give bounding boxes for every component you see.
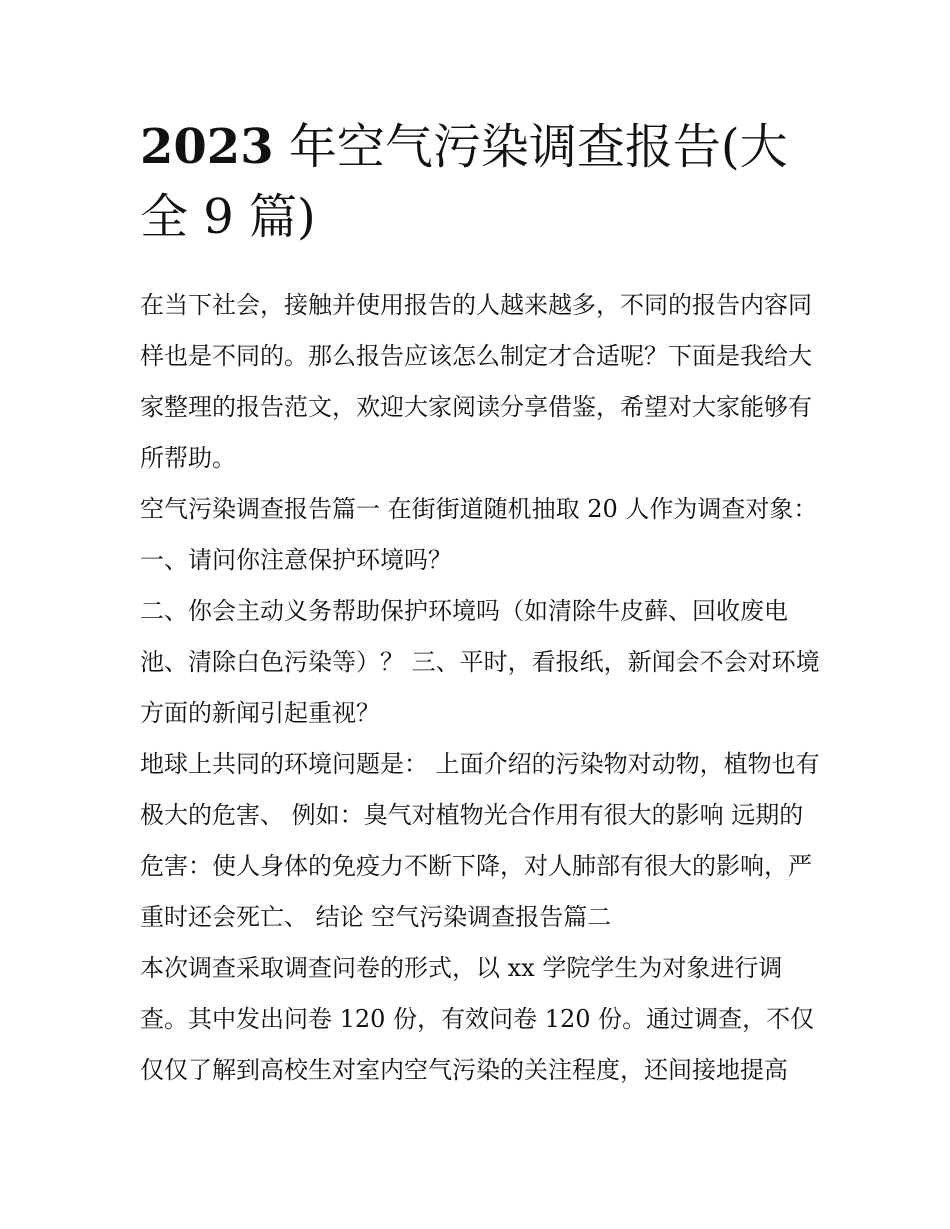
- conclusion-paragraph: 地球上共同的环境问题是： 上面介绍的污染物对动物，植物也有极大的危害、 例如：臭气对植物光合作用有很大的影响 远期的危害：使人身体的免疫力不断下降，对人肺部有很大的影响，严重时还会死亡、 结论 空气污染调查报告篇二: [140, 750, 820, 931]
- section-two-paragraph: 本次调查采取调查问卷的形式，以 xx 学院学生为对象进行调查。其中发出问卷 120 份，有效问卷 120 份。通过调查，不仅仅仅了解到高校生对室内空气污染的关注程度，还间接地提高: [140, 954, 815, 1084]
- title-year: 2023: [140, 119, 274, 175]
- intro-paragraph: 在当下社会，接触并使用报告的人越来越多，不同的报告内容同样也是不同的。那么报告应该怎么制定才合适呢？下面是我给大家整理的报告范文，欢迎大家阅读分享借鉴，希望对大家能够有所帮助。: [140, 291, 812, 472]
- question-paragraph: 二、你会主动义务帮助保护环境吗（如清除牛皮藓、回收废电池、清除白色污染等）？ 三、平时，看报纸，新闻会不会对环境方面的新闻引起重视？: [140, 597, 820, 727]
- title-text: 年空气污染调查报告(大全 9 篇): [140, 119, 788, 245]
- document-title: [140, 112, 820, 252]
- document-body: [140, 280, 820, 1096]
- section-one-paragraph: 空气污染调查报告篇一 在街街道随机抽取 20 人作为调查对象： 一、请问你注意保护环境吗？: [140, 495, 818, 574]
